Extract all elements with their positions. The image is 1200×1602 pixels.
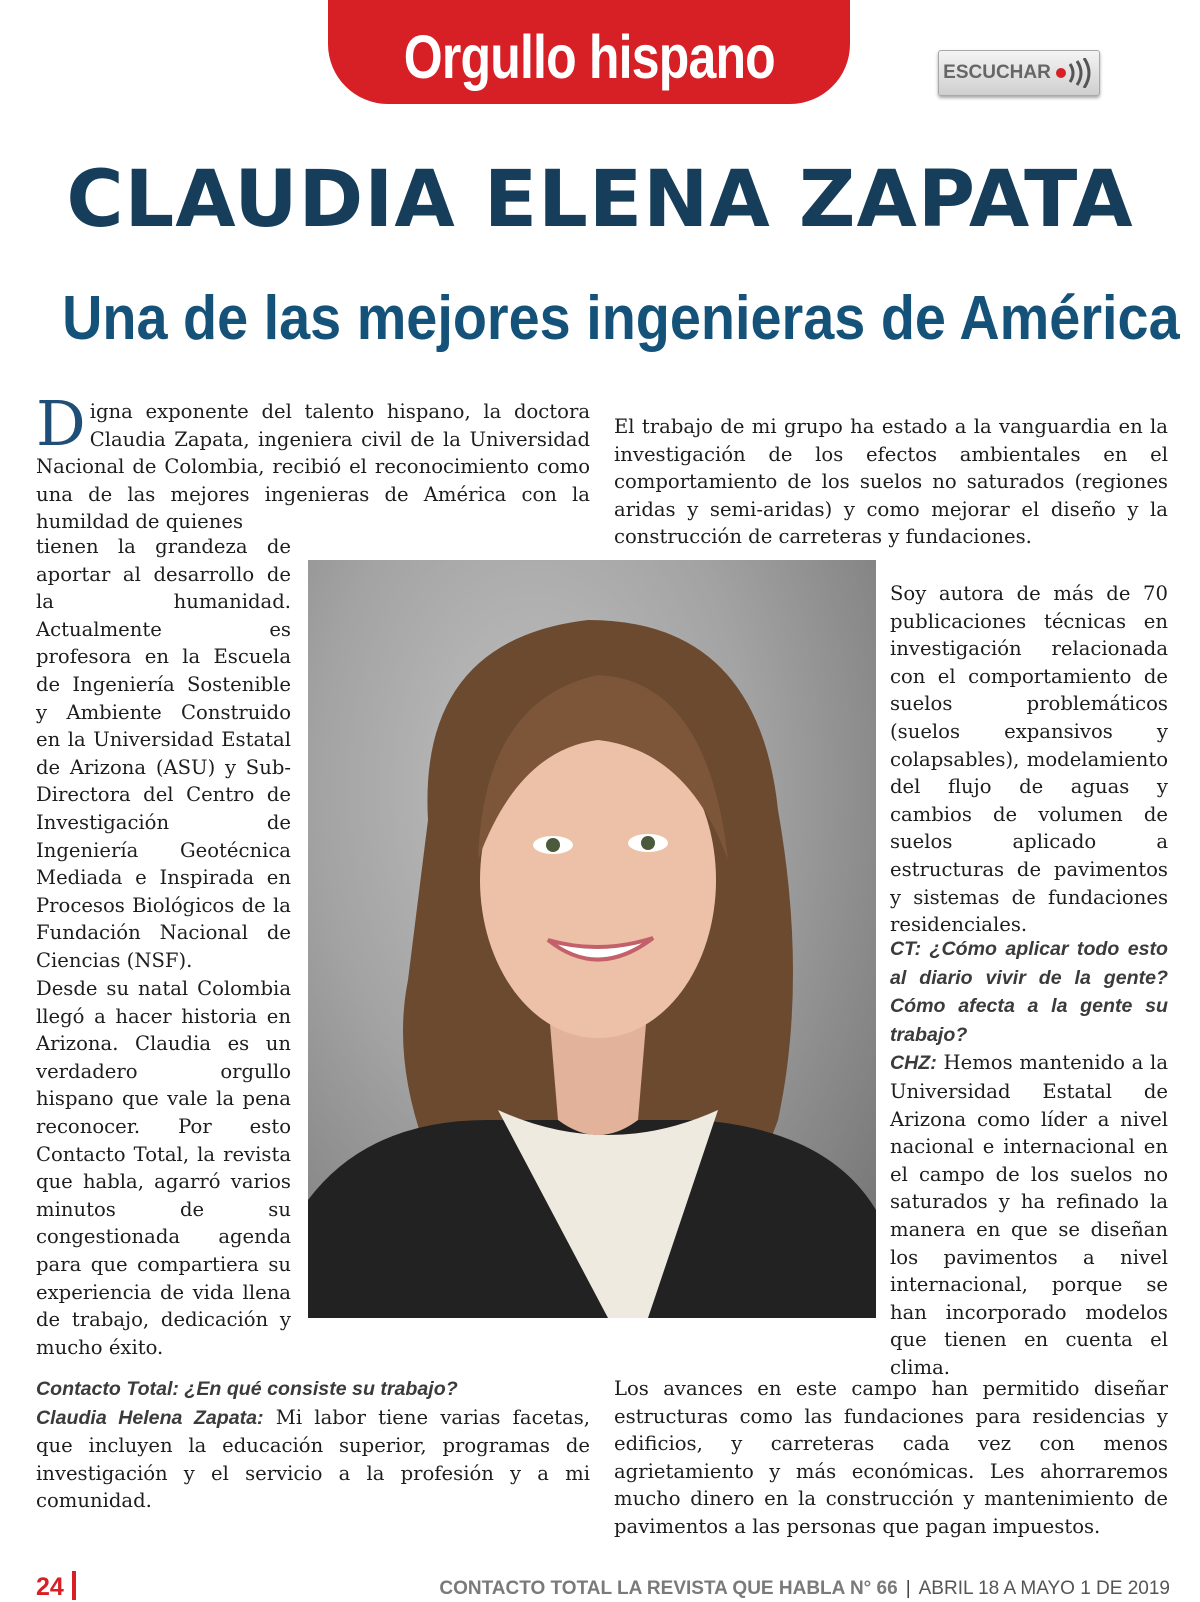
intro-top-text: igna exponente del talento hispano, la doctora Claudia Zapata, ingeniera civil de la Universidad Nacional de Colombia, recibió el reconocimiento como una de las mejores ingenieras de América con la humildad de quienes [36,400,590,534]
history-paragraph: Desde su natal Colombia llegó a hacer historia en Arizona. Claudia es un verdadero orgullo hispano que vale la pena reconocer. Por esto Contacto Total, la revista que habla, agarró varios minutos de su congestionada agenda para que compartiera su experiencia de vida llena de trabajo, dedicación y mucho éxito. [36,977,291,1359]
article-subtitle [0,283,1200,354]
question-1-text: Contacto Total: ¿En qué consiste su trabajo? [36,1378,458,1400]
question-2 [890,935,1168,1382]
page-number-divider [72,1571,76,1600]
listen-button[interactable] [938,50,1100,96]
listen-button-label: ESCUCHAR [943,62,1051,83]
footer-publication: CONTACTO TOTAL LA REVISTA QUE HABLA N° 66 [439,1578,898,1599]
answer-2-text: Hemos mantenido a la Universidad Estatal de Arizona como líder a nivel nacional e internacional en el campo de los suelos no saturados y ha refinado la manera en que se diseñan los pavimentos a nivel internacional, porque se han incorporado modelos que tienen en cuenta el clima. [890,1051,1168,1379]
article-title: CLAUDIA ELENA ZAPATA [66,155,1134,245]
intro-paragraph-top [36,387,590,536]
answer-2-speaker: CHZ: [890,1052,937,1075]
answer-1-speaker: Claudia Helena Zapata: [36,1406,264,1429]
drop-cap: D [36,387,86,460]
page-footer [439,1578,1170,1600]
page-number: 24 [36,1573,64,1601]
closing-paragraph: Los avances en este campo han permitido diseñar estructuras como las fundaciones para residencias y edificios, y carreteras cada vez con menos agrietamiento y más económicas. Les ahorraremos mucho dinero en la construcción y mantenimiento de pavimentos a las personas que pagan impuestos. [614,1377,1168,1538]
publications-paragraph: Soy autora de más de 70 publicaciones técnicas en investigación relacionada con el comportamiento de suelos problemáticos (suelos expansivos y colapsables), modelamiento del flujo de aguas y cambios de volumen de suelos aplicado a estructuras de pavimentos y sistemas de fundaciones residenciales. [890,582,1168,937]
portrait-illustration [308,560,876,1318]
right-top-paragraph: El trabajo de mi grupo ha estado a la vanguardia en la investigación de los efectos ambientales en el comportamiento de los suelos no saturados (regiones aridas y semi-aridas) y como mejorar el diseño y la construcción de carreteras y fundaciones. [614,415,1168,549]
section-tab [328,0,850,104]
section-title: Orgullo hispano [403,23,775,91]
audio-waves-icon [1055,58,1095,88]
footer-separator: | [905,1578,911,1599]
footer-date: ABRIL 18 A MAYO 1 DE 2019 [918,1578,1170,1599]
question-2-text: CT: ¿Cómo aplicar todo esto al diario vivir de la gente? Cómo afecta a la gente su trabajo? [890,938,1168,1046]
intro-paragraph-narrow: tienen la grandeza de aportar al desarrollo de la humanidad. Actualmente es profesora en la Escuela de Ingeniería Sostenible y Ambiente Construido en la Universidad Estatal de Arizona (ASU) y Sub-Directora del Centro de Investigación de Ingeniería Geotécnica Mediada e Inspirada en Procesos Biológicos de la Fundación Nacional de Ciencias (NSF). [36,535,291,972]
question-1 [36,1375,590,1515]
portrait-photo [308,560,876,1318]
answer-1-text: Mi labor tiene varias facetas, que incluyen la educación superior, programas de investigación y el servicio a la profesión y a mi comunidad. [36,1405,590,1513]
article-subtitle-text: Una de las mejores ingenieras de América [62,284,1180,353]
